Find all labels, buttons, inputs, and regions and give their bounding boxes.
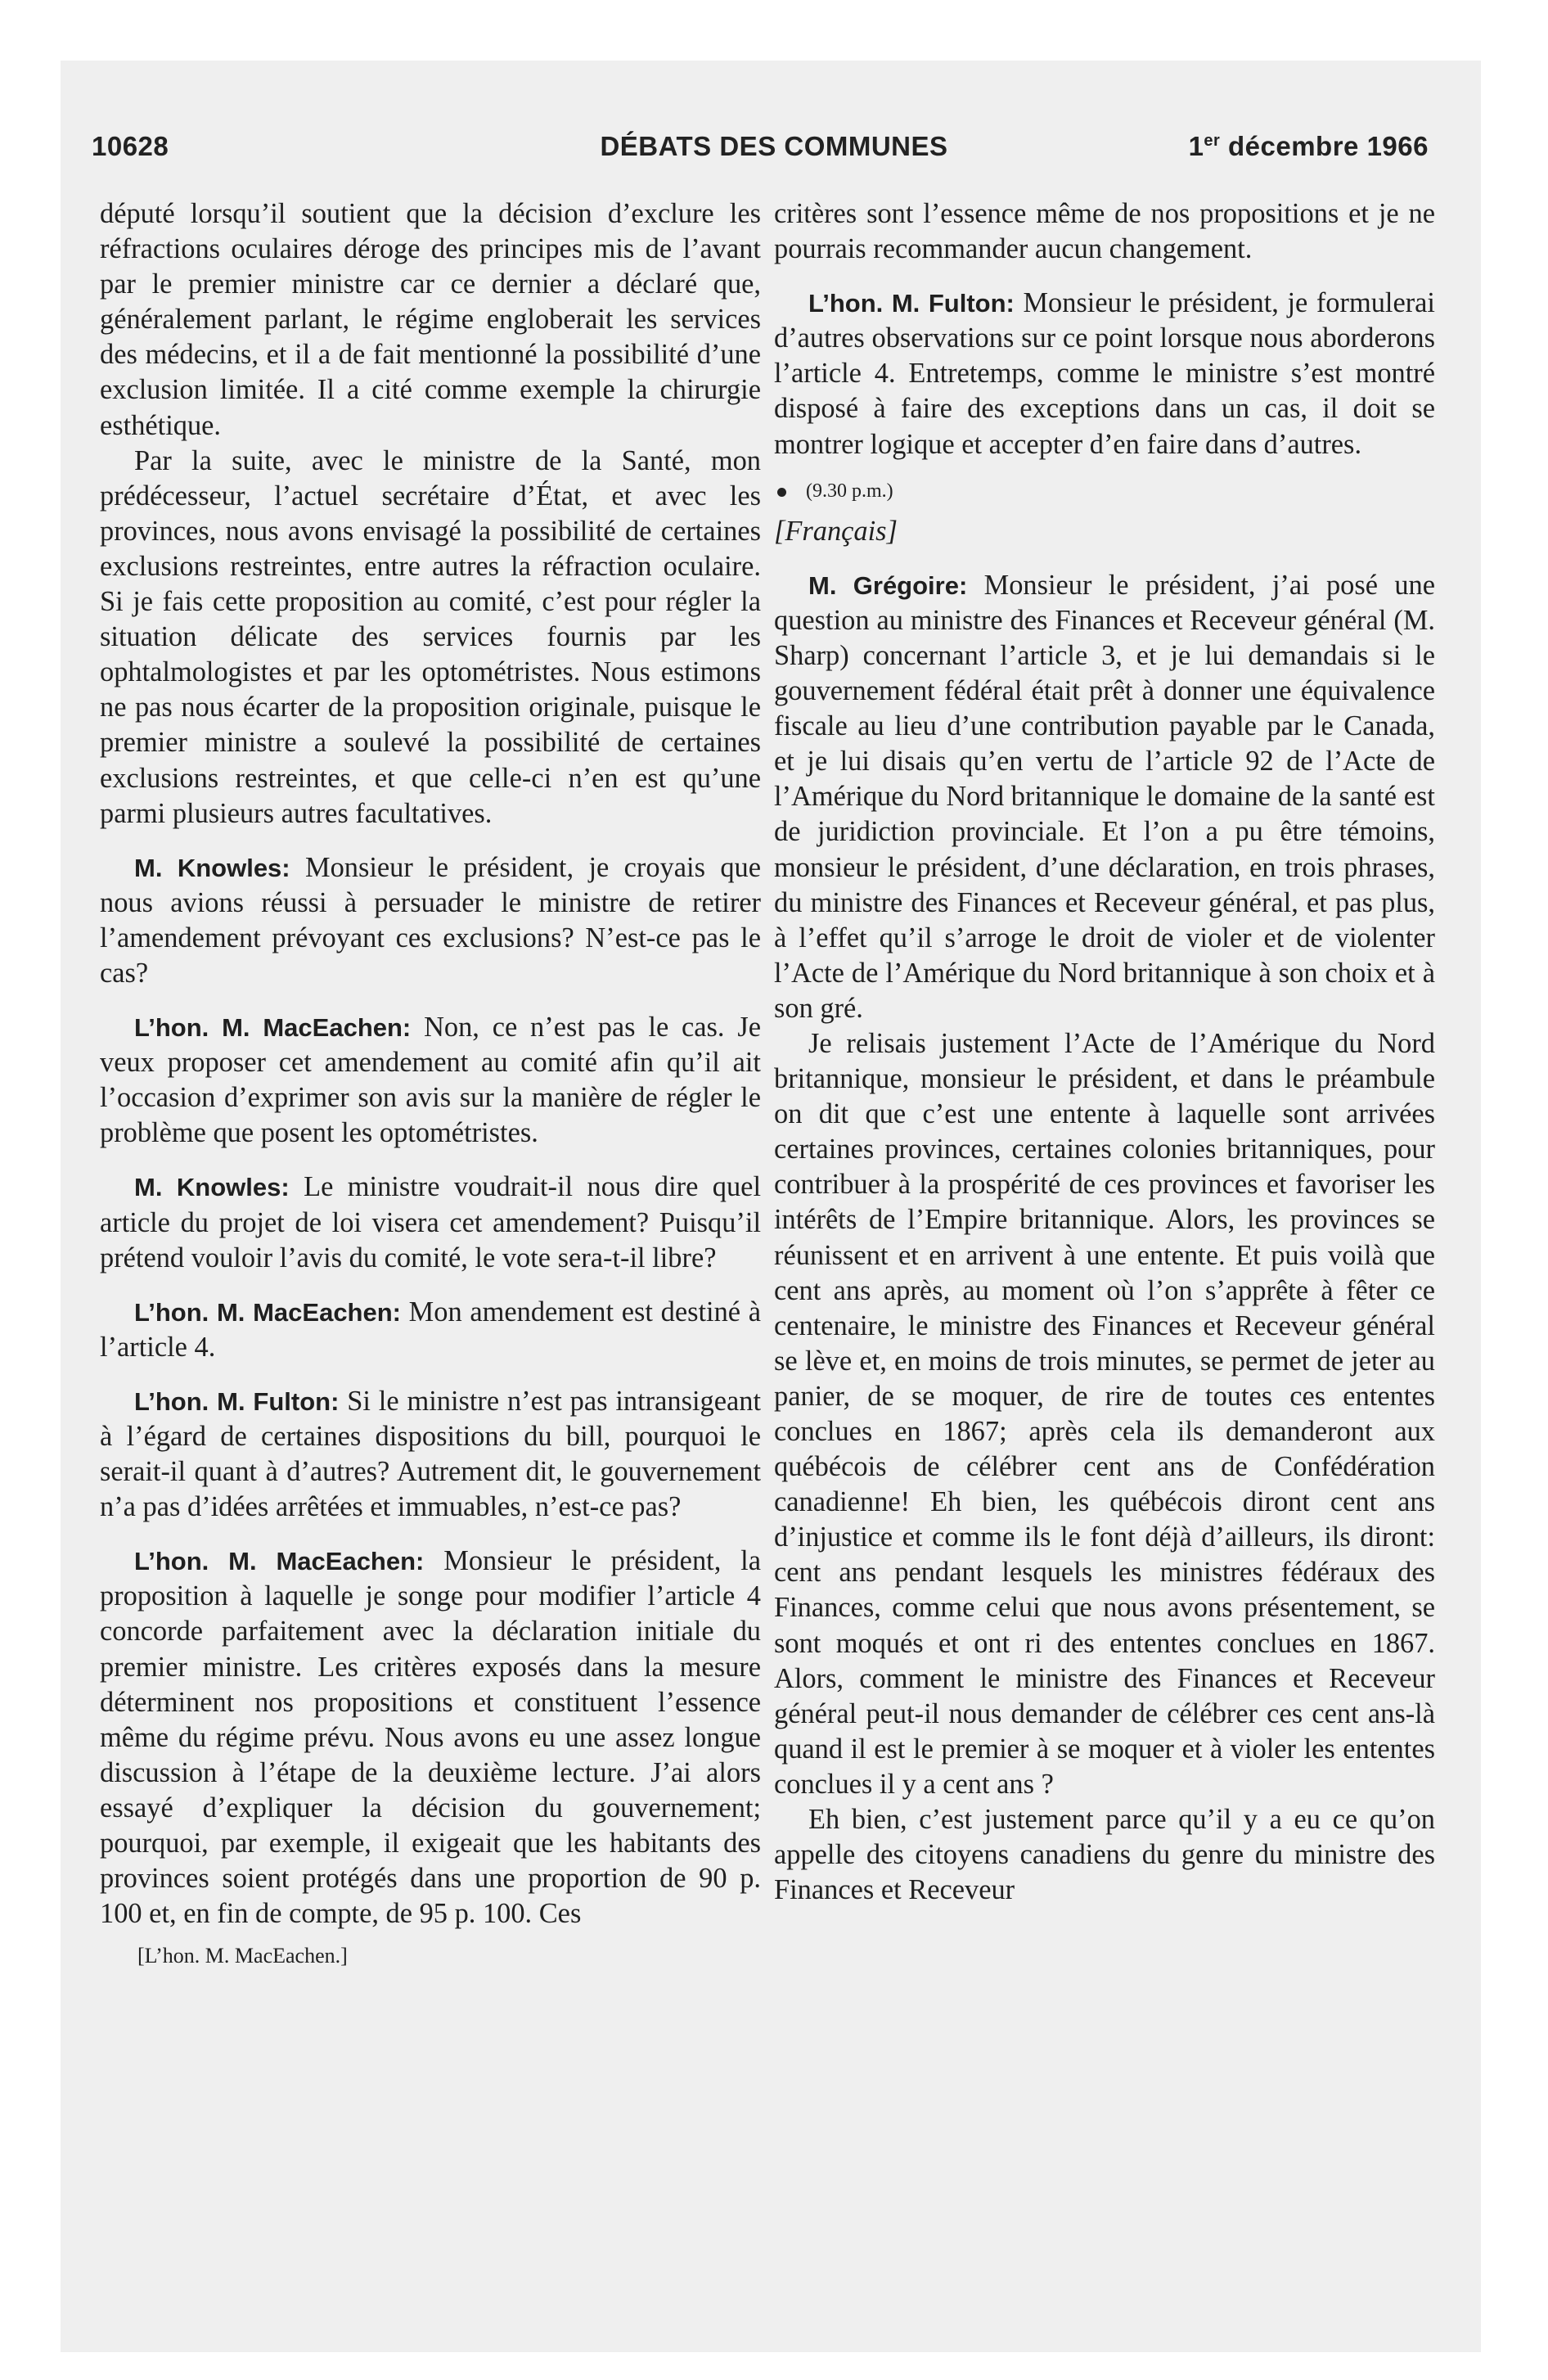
speaker-name: L’hon. M. Fulton: <box>134 1386 340 1416</box>
left-column <box>100 196 761 1972</box>
speech-text: Si le ministre n’est pas intransigeant à l’égard de certaines dispositions du bill, pourquoi le serait-il quant à d’autres? Autrement dit, le gouvernement n’a pas d’idées arrêtées et immuables, n’est-ce pas? <box>100 1385 761 1523</box>
speech-text: Monsieur le président, je croyais que nous avions réussi à persuader le ministre de retirer l’amendement prévoyant ces exclusions? N’est-ce pas le cas? <box>100 851 761 989</box>
time-stamp-text: (9.30 p.m.) <box>806 480 893 502</box>
page-date <box>1189 131 1429 162</box>
speech-paragraph <box>774 568 1435 1026</box>
paragraph: Eh bien, c’est justement parce qu’il y a eu ce qu’on appelle des citoyens canadiens du genre du ministre des Finances et Receveur <box>774 1804 1435 1906</box>
speaker-name: M. Grégoire: <box>808 570 968 600</box>
speaker-footer-note: [L’hon. M. MacEachen.] <box>137 1944 348 1968</box>
language-note: [Français] <box>774 515 898 547</box>
speaker-name: L’hon. M. Fulton: <box>808 289 1015 318</box>
speaker-name: M. Knowles: <box>134 1173 290 1202</box>
date-rest: décembre 1966 <box>1220 131 1429 161</box>
bullet-icon <box>777 488 786 497</box>
speech-paragraph <box>100 850 761 991</box>
speech-paragraph <box>100 1010 761 1151</box>
speech-paragraph <box>100 1544 761 1931</box>
speech-paragraph <box>774 286 1435 462</box>
right-column <box>774 196 1435 1908</box>
speaker-name: M. Knowles: <box>134 853 290 882</box>
paragraph: Je relisais justement l’Acte de l’Amérique du Nord britannique, monsieur le président, et dans le préambule on dit que c’est une entente à laquelle sont arrivées certaines provinces, certaines colonies britanniques, pour contribuer à la prospérité de ces provinces et favoriser les intérêts de l’Empire britannique. Alors, les provinces se réunissent et en arrivent à une entente. Et puis voilà que cent ans après, au moment où l’on s’apprête à fêter ce centenaire, le ministre des Finances et Receveur général se lève et, en moins de trois minutes, se permet de jeter au panier, de se moquer, de rire de toutes ces ententes conclues en 1867; après cela ils demanderont aux québécois de célébrer cent ans de Confédération canadienne! Eh bien, les québécois diront cent ans d’injustice et comme ils le font déjà d’ailleurs, ils diront: cent ans pendant lesquels les ministres fédéraux des Finances, comme celui que nous avons présentement, se sont moqués et ont ri des ententes conclues en 1867. Alors, comment le ministre des Finances et Receveur général peut-il nous demander de célébrer ces cent ans-là quand il est le premier à se moquer et à violer les ententes conclues il y a cent ans ? <box>774 1027 1435 1800</box>
speaker-name: L’hon. M. MacEachen: <box>134 1013 412 1043</box>
speech-text: Monsieur le président, je formulerai d’autres observations sur ce point lorsque nous aborderons l’article 4. Entretemps, comme le ministre s’est montré disposé à faire des exceptions dans un cas, il doit se montrer logique et accepter d’en faire dans d’autres. <box>774 287 1435 460</box>
speech-text: Mon amendement est destiné à l’article 4. <box>100 1296 761 1363</box>
page-number: 10628 <box>92 131 169 161</box>
paragraph: député lorsqu’il soutient que la décision d’exclure les réfractions oculaires déroge des principes mis de l’avant par le premier ministre car ce dernier a déclaré que, généralement parlant, le régime engloberait les services des médecins, et il a de fait mentionné la possibilité d’une exclusion limitée. Il a cité comme exemple la chirurgie esthétique. <box>100 198 761 441</box>
speaker-name: L’hon. M. MacEachen: <box>134 1297 401 1327</box>
speaker-name: L’hon. M. MacEachen: <box>134 1547 425 1576</box>
paragraph: Par la suite, avec le ministre de la Santé, mon prédécesseur, l’actuel secrétaire d’État, et avec les provinces, nous avons envisagé la possibilité de certaines exclusions restreintes, entre autres la réfraction oculaire. Si je fais cette proposition au comité, c’est pour régler la situation délicate des services fournis par les ophtalmologistes et par les optométristes. Nous estimons ne pas nous écarter de la proposition originale, puisque le premier ministre a soulevé la possibilité de certaines exclusions restreintes, et que celle-ci n’en est qu’une parmi plusieurs autres facultatives. <box>100 444 761 829</box>
speech-paragraph <box>100 1170 761 1275</box>
speech-text: Monsieur le président, la proposition à laquelle je songe pour modifier l’article 4 concorde parfaitement avec la déclaration initiale du premier ministre. Les critères exposés dans la mesure déterminent nos propositions et constituent l’essence même du régime prévu. Nous avons eu une assez longue discussion à l’étape de la deuxième lecture. J’ai alors essayé d’expliquer la décision du gouvernement; pourquoi, par exemple, il exigeait que les habitants des provinces soient protégés dans une proportion de 90 p. 100 et, en fin de compte, de 95 p. 100. Ces <box>100 1545 761 1930</box>
speech-text: Monsieur le président, j’ai posé une question au ministre des Finances et Receveur général (M. Sharp) concernant l’article 3, et je lui demandais si le gouvernement fédéral était prêt à donner une équivalence fiscale au lieu d’une contribution payable par le Canada, et je lui disais qu’en vertu de l’article 92 de l’Acte de l’Amérique du Nord britannique le domaine de la santé est de juridiction provinciale. Et l’on a pu être témoins, monsieur le président, d’une déclaration, en trois phrases, du ministre des Finances et Receveur général, et pas plus, à l’effet qu’il s’arroge le droit de violer et de violenter l’Acte de l’Amérique du Nord britannique à son choix et à son gré. <box>774 569 1435 1024</box>
speech-paragraph <box>100 1384 761 1525</box>
date-superscript: er <box>1204 132 1221 150</box>
speech-paragraph <box>100 1295 761 1365</box>
paragraph: critères sont l’essence même de nos propositions et je ne pourrais recommander aucun changement. <box>774 198 1435 265</box>
speech-text: Non, ce n’est pas le cas. Je veux proposer cet amendement au comité afin qu’il ait l’occasion d’exprimer son avis sur la manière de régler le problème que posent les optométristes. <box>100 1012 761 1149</box>
date-day: 1 <box>1188 131 1204 161</box>
speech-text: Le ministre voudrait-il nous dire quel article du projet de loi visera cet amendement? Puisqu’il prétend vouloir l’avis du comité, le vote sera-t-il libre? <box>100 1171 761 1273</box>
time-stamp <box>774 474 1435 509</box>
journal-title: DÉBATS DES COMMUNES <box>600 131 948 161</box>
page-header <box>0 131 1548 167</box>
